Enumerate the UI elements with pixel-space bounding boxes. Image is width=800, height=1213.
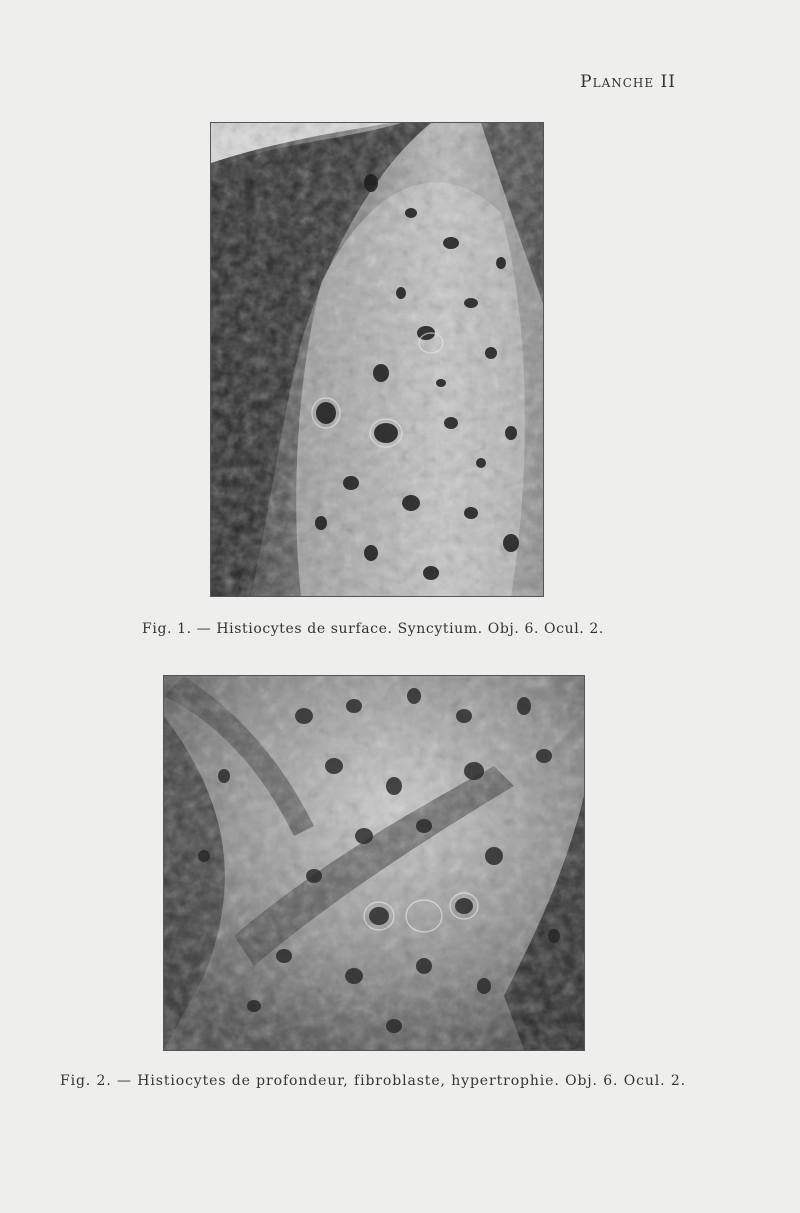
figure-1-image	[211, 123, 543, 596]
figure-1-caption: Fig. 1. — Histiocytes de surface. Syncytium. Obj. 6. Ocul. 2.	[142, 621, 604, 637]
figure-2-micrograph	[163, 675, 585, 1051]
plate-header: Planche II	[580, 72, 676, 92]
figure-2-image	[164, 676, 584, 1050]
figure-1-micrograph	[210, 122, 544, 597]
figure-2-caption: Fig. 2. — Histiocytes de profondeur, fibroblaste, hypertrophie. Obj. 6. Ocul. 2.	[59, 1073, 687, 1089]
